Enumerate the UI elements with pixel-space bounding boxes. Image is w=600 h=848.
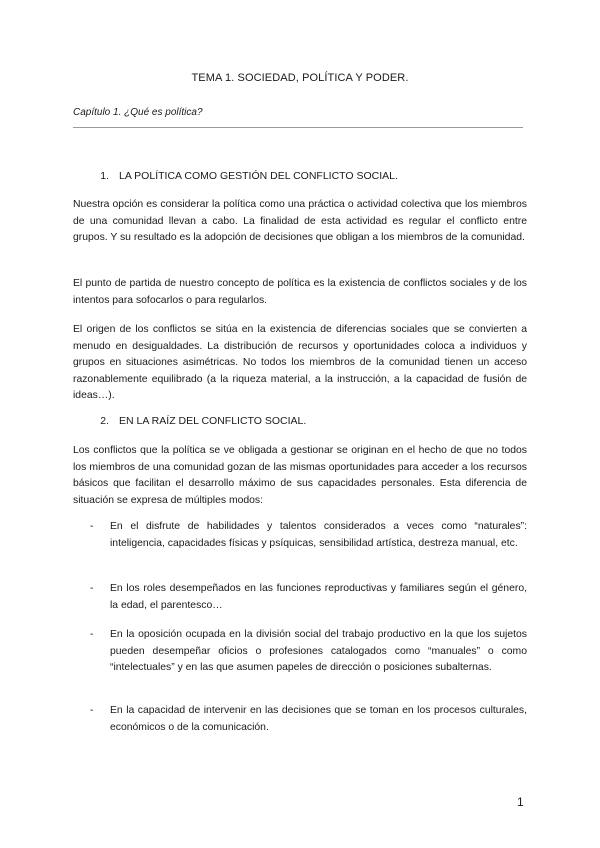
section-number-2: 2. <box>100 415 109 427</box>
bullet-marker: - <box>90 583 94 594</box>
paragraph: El origen de los conflictos se sitúa en la existencia de diferencias sociales que se convierten a menudo en desigualdades. La distribución de recursos y oportunidades coloca a individuos y grupos en situaciones asimétricas. No todos los miembros de la comunidad tienen un acceso razonablemente equilibrado (a la riqueza material, a la instrucción, a la capacidad de fusión de ideas…). <box>73 324 527 401</box>
list-item-text: En el disfrute de habilidades y talentos considerados a veces como “naturales”: inteligencia, capacidades físicas y psíquicas, sensibilidad artística, destreza manual, etc. <box>110 521 527 549</box>
bullet-marker: - <box>90 705 94 716</box>
horizontal-divider <box>73 127 523 128</box>
paragraph: Los conflictos que la política se ve obligada a gestionar se originan en el hecho de que no todos los miembros de una comunidad gozan de las mismas oportunidades para acceder a los recursos básicos que facilitan el desarrollo máximo de sus capacidades personales. Esta diferencia de situación se expresa de múltiples modos: <box>73 445 527 506</box>
list-item <box>90 703 527 736</box>
paragraph: Nuestra opción es considerar la política como una práctica o actividad colectiva que los miembros de una comunidad llevan a cabo. La finalidad de esta actividad es regular el conflicto entre grupos. Y su resultado es la adopción de decisiones que obligan a los miembros de la comunidad. <box>73 199 527 243</box>
bullet-marker: - <box>90 521 94 532</box>
list-item <box>90 627 527 677</box>
bullet-marker: - <box>90 629 94 640</box>
section-heading-1 <box>73 170 398 182</box>
section-heading-text-2: EN LA RAÍZ DEL CONFLICTO SOCIAL. <box>119 415 307 427</box>
paragraph: El punto de partida de nuestro concepto de política es la existencia de conflictos sociales y de los intentos para sofocarlos o para regularlos. <box>73 278 527 306</box>
list-item-text: En los roles desempeñados en las funciones reproductivas y familiares según el género, la edad, el parentesco… <box>110 583 527 611</box>
section-heading-2 <box>73 415 306 427</box>
list-item-text: En la capacidad de intervenir en las decisiones que se toman en los procesos culturales, económicos o de la comunicación. <box>110 705 527 733</box>
section-heading-text-1: LA POLÍTICA COMO GESTIÓN DEL CONFLICTO SOCIAL. <box>119 170 398 182</box>
list-item-text: En la oposición ocupada en la división social del trabajo productivo en la que los sujetos pueden desempeñar oficios o profesiones catalogados como “manuales” o como “intelectuales” y en las que asumen papeles de dirección o posiciones subalternas. <box>110 629 527 673</box>
list-item <box>90 581 527 614</box>
chapter-subtitle: Capítulo 1. ¿Qué es política? <box>73 107 203 118</box>
page-number: 1 <box>517 795 524 809</box>
list-item <box>90 519 527 552</box>
section-number-1: 1. <box>100 170 109 182</box>
document-title: TEMA 1. SOCIEDAD, POLÍTICA Y PODER. <box>191 72 409 84</box>
